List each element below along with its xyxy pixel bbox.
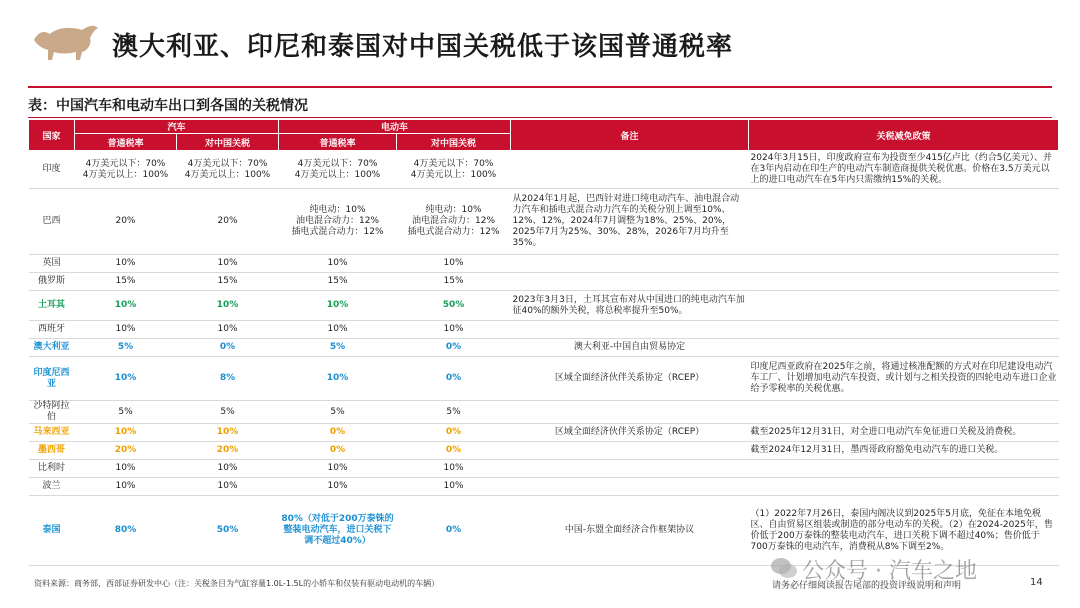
ev-china-cell: 0% — [397, 442, 511, 460]
table-caption: 表：中国汽车和电动车出口到各国的关税情况 — [28, 98, 308, 114]
ev-china-cell: 0% — [397, 339, 511, 357]
ev-general-cell: 10% — [279, 478, 397, 496]
ev-china-cell: 15% — [397, 273, 511, 291]
car-general-cell: 10% — [75, 424, 177, 442]
country-cell: 英国 — [29, 255, 75, 273]
car-china-cell: 5% — [177, 401, 279, 424]
watermark-text: 公众号 · 汽车之地 — [802, 559, 977, 584]
table-row — [29, 321, 1059, 339]
ev-general-cell: 10% — [279, 321, 397, 339]
car-china-cell: 15% — [177, 273, 279, 291]
country-cell: 波兰 — [29, 478, 75, 496]
ev-china-cell: 10% — [397, 460, 511, 478]
ev-general-cell: 15% — [279, 273, 397, 291]
policy-cell: 截至2024年12月31日，墨西哥政府豁免电动汽车的进口关税。 — [749, 442, 1059, 460]
country-cell: 沙特阿拉伯 — [29, 401, 75, 424]
ev-china-cell: 10% — [397, 255, 511, 273]
car-general-cell: 10% — [75, 255, 177, 273]
table-row — [29, 424, 1059, 442]
title-divider — [28, 86, 1052, 88]
policy-cell — [749, 273, 1059, 291]
car-china-cell: 10% — [177, 255, 279, 273]
remarks-cell: 中国-东盟全面经济合作框架协议 — [511, 496, 749, 566]
header-policy: 关税减免政策 — [749, 120, 1059, 151]
table-row — [29, 442, 1059, 460]
car-china-cell: 10% — [177, 321, 279, 339]
car-china-cell: 10% — [177, 424, 279, 442]
ev-china-cell: 纯电动：10% 油电混合动力：12% 插电式混合动力：12% — [397, 189, 511, 255]
remarks-cell — [511, 442, 749, 460]
table-row — [29, 401, 1059, 424]
policy-cell: 印度尼西亚政府在2025年之前，将通过核准配额的方式对在印尼建设电动汽车工厂、计划增加电动汽车投资、或计划与之相关投资的四轮电动车进口企业给予零税率的关税优惠。 — [749, 357, 1059, 401]
ev-china-cell: 0% — [397, 496, 511, 566]
wechat-icon — [770, 556, 798, 580]
remarks-cell: 区域全面经济伙伴关系协定（RCEP） — [511, 424, 749, 442]
table-row — [29, 339, 1059, 357]
table-row — [29, 357, 1059, 401]
header-country: 国家 — [29, 120, 75, 151]
ev-general-cell: 10% — [279, 255, 397, 273]
remarks-cell: 从2024年1月起，巴西针对进口纯电动汽车、油电混合动力汽车和插电式混合动力汽车的关税分别上调至10%、12%、12%，2024年7月调整为18%、25%、20%，2025年7月为25%、30%、28%，2026年7月均升至35%。 — [511, 189, 749, 255]
car-china-cell: 20% — [177, 189, 279, 255]
remarks-cell — [511, 255, 749, 273]
policy-cell: 2024年3月15日，印度政府宣布为投资至少415亿卢比（约合5亿美元）、并在3年内启动在印生产的电动汽车制造商提供关税优惠。价格在3.5万美元以上的进口电动汽车在5年内只需缴纳15%的关税。 — [749, 151, 1059, 189]
policy-cell — [749, 460, 1059, 478]
table-body — [29, 151, 1059, 566]
car-general-cell: 80% — [75, 496, 177, 566]
table-row — [29, 460, 1059, 478]
ev-general-cell: 5% — [279, 339, 397, 357]
remarks-cell: 2023年3月3日，土耳其宣布对从中国进口的纯电动汽车加征40%的额外关税，将总税率提升至50%。 — [511, 291, 749, 321]
ev-general-cell: 10% — [279, 357, 397, 401]
remarks-cell — [511, 273, 749, 291]
policy-cell — [749, 321, 1059, 339]
ev-general-cell: 80%（对低于200万泰铢的整装电动汽车，进口关税下调不超过40%） — [279, 496, 397, 566]
remarks-cell — [511, 401, 749, 424]
remarks-cell — [511, 460, 749, 478]
subheader-ev-general: 普通税率 — [279, 134, 397, 151]
source-note: 资料来源：商务部，西部证券研发中心（注：关税条目为气缸容量1.0L-1.5L的小轿车和仅装有驱动电动机的车辆） — [34, 579, 440, 588]
policy-cell: （1）2022年7月26日，泰国内阁决议到2025年5月底，免征在本地免税区、自由贸易区组装或制造的部分电动车的关税。（2）在2024-2025年，售价低于200万泰铢的整装电动汽车，进口关税下调不超过40%；售价低于700万泰铢的电动汽车，消费税从8%下调至2%。 — [749, 496, 1059, 566]
ev-general-cell: 纯电动：10% 油电混合动力：12% 插电式混合动力：12% — [279, 189, 397, 255]
country-cell: 印度 — [29, 151, 75, 189]
header-ev: 电动车 — [279, 120, 511, 134]
ev-general-cell: 10% — [279, 291, 397, 321]
table-row — [29, 189, 1059, 255]
page-title: 澳大利亚、印尼和泰国对中国关税低于该国普通税率 — [112, 32, 734, 62]
ev-china-cell: 4万美元以下：70% 4万美元以上：100% — [397, 151, 511, 189]
table-row — [29, 273, 1059, 291]
ev-general-cell: 4万美元以下：70% 4万美元以上：100% — [279, 151, 397, 189]
car-general-cell: 10% — [75, 321, 177, 339]
page-number: 14 — [1030, 577, 1043, 588]
ev-general-cell: 0% — [279, 442, 397, 460]
table-row — [29, 151, 1059, 189]
car-general-cell: 10% — [75, 478, 177, 496]
car-general-cell: 5% — [75, 339, 177, 357]
car-general-cell: 15% — [75, 273, 177, 291]
car-general-cell: 10% — [75, 291, 177, 321]
disclaimer: 请务必仔细阅读报告尾部的投资评级说明和声明 — [772, 581, 962, 591]
subheader-car-china: 对中国关税 — [177, 134, 279, 151]
car-china-cell: 50% — [177, 496, 279, 566]
country-cell: 俄罗斯 — [29, 273, 75, 291]
country-cell: 巴西 — [29, 189, 75, 255]
ev-general-cell: 10% — [279, 460, 397, 478]
car-general-cell: 5% — [75, 401, 177, 424]
car-general-cell: 20% — [75, 442, 177, 460]
ev-general-cell: 0% — [279, 424, 397, 442]
bull-logo-icon — [30, 18, 102, 64]
remarks-cell: 澳大利亚-中国自由贸易协定 — [511, 339, 749, 357]
car-china-cell: 20% — [177, 442, 279, 460]
table-row — [29, 478, 1059, 496]
caption-divider — [28, 117, 1052, 118]
ev-general-cell: 5% — [279, 401, 397, 424]
car-china-cell: 0% — [177, 339, 279, 357]
car-general-cell: 10% — [75, 460, 177, 478]
policy-cell — [749, 401, 1059, 424]
country-cell: 泰国 — [29, 496, 75, 566]
remarks-cell: 区域全面经济伙伴关系协定（RCEP） — [511, 357, 749, 401]
remarks-cell — [511, 478, 749, 496]
policy-cell — [749, 255, 1059, 273]
car-china-cell: 10% — [177, 291, 279, 321]
country-cell: 比利时 — [29, 460, 75, 478]
car-general-cell: 20% — [75, 189, 177, 255]
ev-china-cell: 50% — [397, 291, 511, 321]
country-cell: 西班牙 — [29, 321, 75, 339]
policy-cell: 截至2025年12月31日，对全进口电动汽车免征进口关税及消费税。 — [749, 424, 1059, 442]
header-car: 汽车 — [75, 120, 279, 134]
policy-cell — [749, 189, 1059, 255]
ev-china-cell: 10% — [397, 321, 511, 339]
ev-china-cell: 5% — [397, 401, 511, 424]
country-cell: 澳大利亚 — [29, 339, 75, 357]
policy-cell — [749, 291, 1059, 321]
tariff-table — [28, 119, 1059, 566]
country-cell: 印度尼西亚 — [29, 357, 75, 401]
ev-china-cell: 0% — [397, 424, 511, 442]
ev-china-cell: 10% — [397, 478, 511, 496]
car-china-cell: 8% — [177, 357, 279, 401]
car-china-cell: 10% — [177, 460, 279, 478]
country-cell: 土耳其 — [29, 291, 75, 321]
subheader-car-general: 普通税率 — [75, 134, 177, 151]
header-remarks: 备注 — [511, 120, 749, 151]
car-general-cell: 10% — [75, 357, 177, 401]
policy-cell — [749, 478, 1059, 496]
policy-cell — [749, 339, 1059, 357]
car-general-cell: 4万美元以下：70% 4万美元以上：100% — [75, 151, 177, 189]
country-cell: 马来西亚 — [29, 424, 75, 442]
car-china-cell: 10% — [177, 478, 279, 496]
remarks-cell — [511, 321, 749, 339]
remarks-cell — [511, 151, 749, 189]
table-row — [29, 291, 1059, 321]
car-china-cell: 4万美元以下：70% 4万美元以上：100% — [177, 151, 279, 189]
country-cell: 墨西哥 — [29, 442, 75, 460]
table-row — [29, 255, 1059, 273]
ev-china-cell: 0% — [397, 357, 511, 401]
subheader-ev-china: 对中国关税 — [397, 134, 511, 151]
